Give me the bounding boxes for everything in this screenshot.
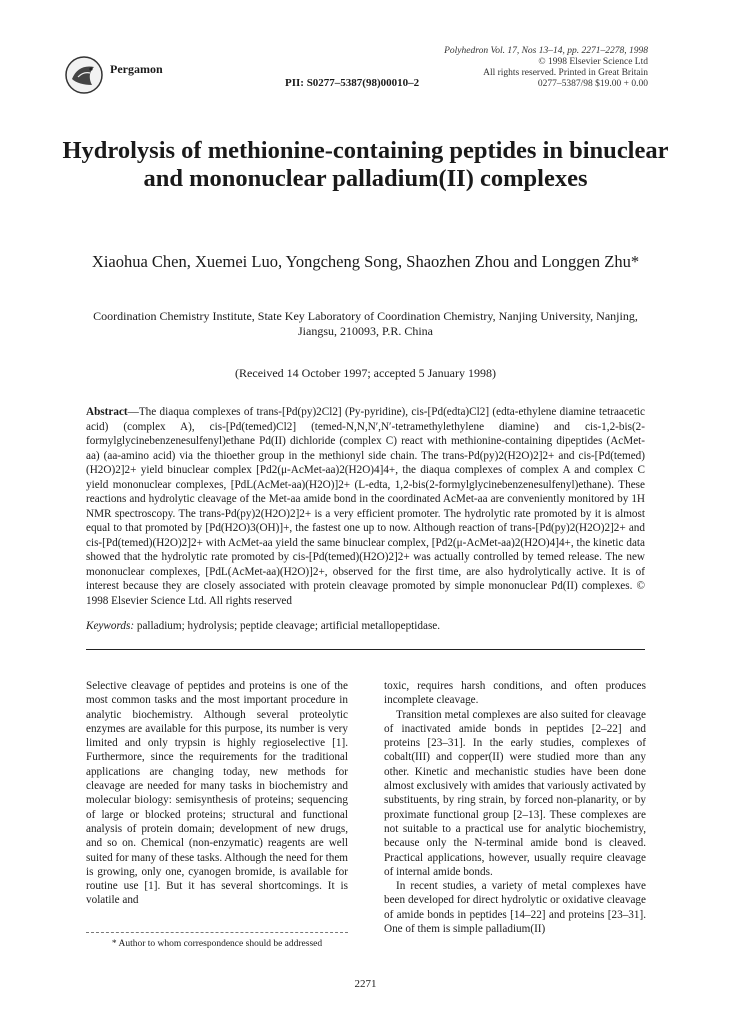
body-paragraph: In recent studies, a variety of metal complexes have been developed for direct hydrolytic or oxidative cleavage of amide bonds in peptides [14–22] and proteins [23–31]. One of them is simple palladium(II) bbox=[384, 880, 646, 936]
body-column-left bbox=[86, 679, 348, 908]
footnote: * Author to whom correspondence should be addressed bbox=[111, 939, 323, 949]
footnote-rule bbox=[86, 932, 348, 933]
price-line: 0277–5387/98 $19.00 + 0.00 bbox=[537, 79, 648, 89]
pii-identifier: PII: S0277–5387(98)00010–2 bbox=[285, 77, 420, 89]
page-number: 2271 bbox=[354, 978, 377, 990]
body-column-right bbox=[384, 679, 646, 936]
body-paragraph: Selective cleavage of peptides and proteins is one of the most common tasks and the most important procedure in analytic biochemistry. Although several proteolytic enzymes are available for this purpose, its number is very limited and only trypsin is highly regioselective [1]. Furthermore, since the requirements for the traditional applications are changing today, new methods for cleavage are needed for many tasks in biochemistry and molecular biology: semisynthesis of proteins; sequencing of large or blocked proteins; structural and functional analysis of protein domain; development of new drugs, and so on. Chemical (non-enzymatic) reagents are well suited for many of these tasks. Although the need for them is growing, only one, cyanogen bromide, is available for routine use [1]. But it has several shortcomings. It is volatile and bbox=[86, 680, 348, 907]
affiliation: Coordination Chemistry Institute, State Key Laboratory of Coordination Chemistry, Nanjing University, Nanjing, Jiangsu, 210093, P.R. China bbox=[93, 309, 638, 338]
received-dates: (Received 14 October 1997; accepted 5 January 1998) bbox=[235, 366, 496, 380]
abstract-heading: Abstract bbox=[86, 406, 128, 418]
abstract-text: —The diaqua complexes of trans-[Pd(py)2Cl2] (Py-pyridine), cis-[Pd(edta)Cl2] (edta-ethylene diamine tetraacetic acid) (complex A), cis-[Pd(temed)Cl2] (temed-N,N,N′,N′-tetramethylethylene diamine) and cis-1,2-bis(2-formylglycinebenzenesulfenyl)ethane Pd(II) dichloride (complex C) react with methionine-containing dipeptides (AcMet-aa) (aa-amino acid) via the thioether group in the methionyl side chain. The trans-Pd(py)2(H2O)2]2+ and cis-[Pd(temed)(H2O)2]2+ yield binuclear complex [Pd2(μ-AcMet-aa)2(H2O)4]4+, the diaqua complexes of complex A and complex C yield mononuclear complexes, [PdL(AcMet-aa)(H2O)]2+ (L-edta, 1,2-bis(2-formylglycinebenzenesulfenyl)ethane). These reactions and hydrolytic cleavage of the Met-aa amide bond in the coordinated AcMet-aa are conveniently monitored by 1H NMR spectroscopy. The trans-Pd(py)2(H2O)2]2+ is a very efficient promoter. The hydrolytic rate promoted by it is almost equal to that promoted by [Pd(H2O)3(OH)]+, the fastest one up to now. Although reaction of trans-[Pd(py)2(H2O)2]2+ and cis-[Pd(temed)(H2O)2]2+ with AcMet-aa yield the same binuclear complex, [Pd2(μ-AcMet-aa)2(H2O)4]4+, the kinetic data showed that the hydrolytic rate promoted by cis-[Pd(temed)(H2O)2]2+ was actually controlled by temed release. The new mononuclear complexes, [PdL(AcMet-aa)(H2O)]2+, observed for the first time, are also hydrolytically active. It is of interest because they are closely associated with protein cleavage promoted by simple mononuclear Pd(II) complexes. © 1998 Elsevier Science Ltd. All rights reserved bbox=[86, 406, 645, 607]
rights-line: All rights reserved. Printed in Great Britain bbox=[483, 68, 648, 78]
keywords-text: palladium; hydrolysis; peptide cleavage; artificial metallopeptidase. bbox=[136, 620, 441, 632]
abstract bbox=[86, 405, 645, 608]
paper-title: Hydrolysis of methionine-containing peptides in binuclear and mononuclear palladium(II) complexes bbox=[62, 137, 669, 192]
copyright-line: © 1998 Elsevier Science Ltd bbox=[538, 57, 648, 67]
keywords bbox=[86, 620, 440, 632]
journal-citation: Polyhedron Vol. 17, Nos 13–14, pp. 2271–2278, 1998 bbox=[444, 46, 648, 56]
author-list: Xiaohua Chen, Xuemei Luo, Yongcheng Song, Shaozhen Zhou and Longgen Zhu* bbox=[91, 252, 640, 271]
keywords-label: Keywords: bbox=[86, 620, 135, 632]
body-paragraph: toxic, requires harsh conditions, and often produces incomplete cleavage. bbox=[384, 680, 646, 707]
section-divider bbox=[86, 649, 645, 650]
pergamon-logo-icon bbox=[64, 55, 104, 95]
body-paragraph: Transition metal complexes are also suited for cleavage of inactivated amide bonds in peptides [2–22] and proteins [23–31]. In the early studies, complexes of cobalt(III) and copper(II) were studied more than any other. Kinetic and mechanistic studies have been done almost exclusively with amides that variously activated by substituents, by ring strain, by forced non-planarity, or by proximate functional group [2–13]. These complexes are not suitable to a practical use for analytic biochemistry, because only the N-terminal amide bond is cleaved. Practical applications, however, usually require cleavage of internal amide bonds. bbox=[384, 708, 646, 878]
publisher-name: Pergamon bbox=[110, 62, 163, 76]
